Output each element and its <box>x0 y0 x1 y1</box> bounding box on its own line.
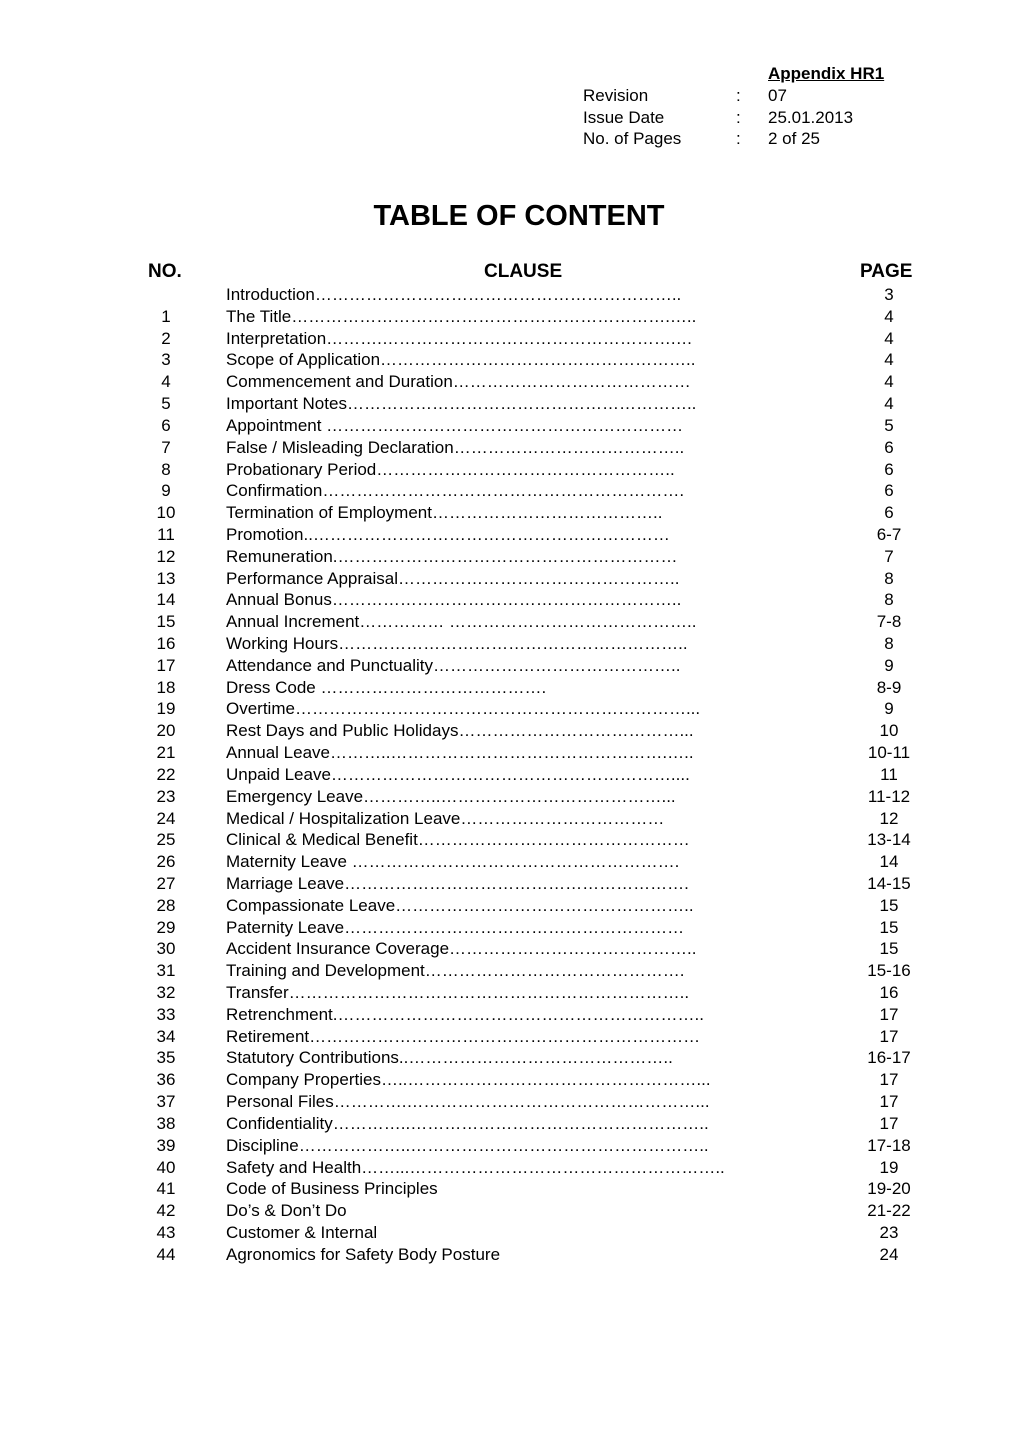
toc-row-number: 15 <box>156 612 176 632</box>
toc-row-number: 38 <box>156 1113 176 1133</box>
toc-row-clause: Annual Increment…………… …………………………………….. <box>226 612 697 632</box>
toc-row-page: 8-9 <box>876 677 902 697</box>
toc-row <box>0 480 1024 502</box>
appendix-label: Appendix HR1 <box>768 64 885 83</box>
toc-row-clause: Clinical & Medical Benefit………………………………………… <box>226 830 690 850</box>
toc-row-number: 41 <box>156 1179 176 1199</box>
toc-row-number: 5 <box>161 394 171 414</box>
toc-row-number: 23 <box>156 786 176 806</box>
toc-row-number: 40 <box>156 1157 176 1177</box>
toc-row-page: 3 <box>884 285 894 304</box>
toc-row-number: 39 <box>156 1135 176 1155</box>
toc-row-page: 4 <box>884 372 894 392</box>
revision-colon: : <box>736 86 741 105</box>
toc-row-number: 44 <box>156 1244 176 1264</box>
toc-row-page: 6 <box>884 437 894 457</box>
issue-date-value: 25.01.2013 <box>768 107 854 127</box>
toc-row-clause: Maternity Leave …………………………………………………. <box>226 852 680 872</box>
toc-row-clause: Attendance and Punctuality…………………………………….. <box>226 655 681 675</box>
toc-row <box>0 655 1024 677</box>
toc-row-number: 21 <box>156 743 176 763</box>
toc-row <box>0 917 1024 939</box>
toc-row-clause: Remuneration.…………………………………………………… <box>226 546 678 566</box>
toc-row <box>0 720 1024 742</box>
toc-row-clause: Company Properties…..……………………………………………... <box>226 1070 711 1090</box>
toc-row-page: 17 <box>879 1004 899 1024</box>
toc-row-number: 7 <box>161 437 171 457</box>
toc-row-clause: Scope of Application……………………………………………….. <box>226 350 696 370</box>
toc-row-number: 3 <box>161 350 171 370</box>
toc-row-clause: Marriage Leave……………………………………………………. <box>226 873 689 893</box>
toc-row-page: 13-14 <box>867 830 911 850</box>
toc-row <box>0 502 1024 524</box>
toc-row-clause: Appointment ……………………………………………………… <box>226 415 684 435</box>
toc-row <box>0 415 1024 437</box>
toc-row-number: 16 <box>156 634 176 653</box>
toc-row-number: 14 <box>156 590 176 610</box>
toc-row-page: 4 <box>884 350 894 370</box>
toc-row-number: 29 <box>156 917 176 937</box>
toc-row-clause: Training and Development………………………………………. <box>226 961 685 981</box>
toc-row <box>0 1004 1024 1026</box>
toc-row-clause: Annual Leave………..………………………………………….….. <box>226 743 694 763</box>
page-title: TABLE OF CONTENT <box>373 200 665 232</box>
toc-row <box>0 306 1024 328</box>
toc-row-page: 4 <box>884 394 894 414</box>
toc-row-clause: Transfer…………………………………………………………….. <box>226 983 690 1002</box>
toc-row-page: 7 <box>884 546 894 566</box>
toc-row <box>0 1069 1024 1091</box>
toc-row-number: 9 <box>161 481 171 501</box>
toc-row <box>0 1026 1024 1048</box>
toc-row-page: 16-17 <box>867 1048 911 1068</box>
toc-row-clause: Important Notes…………………………………………………….. <box>226 394 697 414</box>
toc-row-page: 19-20 <box>867 1179 911 1199</box>
toc-row-number: 4 <box>161 372 171 392</box>
toc-row <box>0 1222 1024 1244</box>
toc-row-number: 27 <box>156 873 176 893</box>
toc-row <box>0 786 1024 808</box>
toc-row-page: 8 <box>884 568 894 588</box>
toc-row <box>0 371 1024 393</box>
toc-row-page: 6 <box>884 481 894 501</box>
column-header-no: NO. <box>148 261 182 282</box>
toc-row <box>0 611 1024 633</box>
toc-row-page: 23 <box>879 1222 899 1242</box>
toc-row-page: 11 <box>880 764 898 784</box>
toc-row-clause: Introduction……………………………………………………….. <box>226 285 682 304</box>
toc-row-number: 17 <box>156 655 176 675</box>
toc-row-number: 43 <box>156 1222 176 1242</box>
toc-row <box>0 873 1024 895</box>
toc-row <box>0 568 1024 590</box>
toc-row-clause: Agronomics for Safety Body Posture <box>226 1244 501 1264</box>
toc-row-number: 18 <box>156 677 176 697</box>
toc-row <box>0 1091 1024 1113</box>
toc-row-number: 12 <box>156 546 176 566</box>
toc-row <box>0 328 1024 350</box>
toc-row <box>0 829 1024 851</box>
toc-row-clause: Discipline………………..…………………………………………….. <box>226 1135 709 1155</box>
revision-label: Revision <box>583 86 649 105</box>
toc-row-page: 17 <box>879 1070 899 1090</box>
toc-row-page: 9 <box>884 655 894 675</box>
toc-row-clause: Confirmation………………………………………………………. <box>226 481 685 501</box>
pages-colon: : <box>736 129 741 148</box>
toc-row-clause: Performance Appraisal………………………………………….. <box>226 568 680 588</box>
toc-row <box>0 808 1024 830</box>
toc-row <box>0 1047 1024 1069</box>
toc-row <box>0 698 1024 720</box>
toc-row <box>0 1178 1024 1200</box>
toc-row-page: 4 <box>884 306 894 326</box>
column-header-clause: CLAUSE <box>484 261 563 282</box>
toc-row-page: 17 <box>879 1026 899 1046</box>
toc-row-number: 1 <box>161 306 171 326</box>
toc-row-page: 15 <box>879 939 899 959</box>
toc-row-clause: Overtime……………………………………………………………... <box>226 699 701 719</box>
toc-row <box>0 633 1024 655</box>
toc-row-number: 11 <box>157 524 175 544</box>
toc-row-clause: Statutory Contributions..……………………………………….. <box>226 1048 673 1068</box>
toc-row-number: 25 <box>156 830 176 850</box>
toc-row-number: 19 <box>156 699 176 719</box>
toc-row-clause: Termination of Employment………………………………….. <box>226 503 663 523</box>
toc-row-clause: Working Hours…………………………………………………….. <box>226 634 688 653</box>
toc-row-page: 12 <box>879 808 899 828</box>
toc-row-clause: Retrenchment.……………………………………………………….. <box>226 1004 704 1024</box>
toc-row-clause: False / Misleading Declaration………………………………….. <box>226 437 685 457</box>
toc-row-number: 32 <box>156 983 176 1002</box>
toc-row-page: 8 <box>884 590 894 610</box>
toc-row-page: 17 <box>879 1113 899 1133</box>
toc-row-clause: Accident Insurance Coverage…………………………………….. <box>226 939 697 959</box>
toc-row-clause: Code of Business Principles <box>226 1179 438 1199</box>
toc-row-page: 6-7 <box>876 524 902 544</box>
toc-row-number: 8 <box>161 459 171 479</box>
toc-row-page: 21-22 <box>867 1201 911 1221</box>
toc-row-clause: Retirement…………………………………………………………… <box>226 1026 701 1046</box>
toc-row-clause: Customer & Internal <box>226 1222 378 1242</box>
toc-row <box>0 1200 1024 1222</box>
toc-row-page: 15 <box>879 917 899 937</box>
toc-row <box>0 546 1024 568</box>
toc-row <box>0 589 1024 611</box>
toc-row-clause: Emergency Leave…………..…………………………………... <box>226 786 676 806</box>
toc-row-page: 14 <box>879 852 899 872</box>
toc-row-clause: Personal Files………….……………………………………………... <box>226 1092 710 1112</box>
column-header-page: PAGE <box>860 261 913 282</box>
toc-row <box>0 1113 1024 1135</box>
toc-row-clause: Annual Bonus…………………………………………………….. <box>226 590 682 610</box>
toc-row-number: 36 <box>156 1070 176 1090</box>
toc-row-page: 15-16 <box>867 961 911 981</box>
toc-row-clause: Medical / Hospitalization Leave……………………………… <box>226 808 665 828</box>
toc-row-page: 19 <box>879 1157 899 1177</box>
toc-row-clause: Interpretation……….…………………………………………….… <box>226 328 693 348</box>
toc-row-page: 14-15 <box>867 873 911 893</box>
toc-row-page: 6 <box>884 459 894 479</box>
toc-row-clause: The Title………………………………………………………….….. <box>226 306 697 326</box>
toc-row <box>0 524 1024 546</box>
toc-row-clause: Paternity Leave…………………………………………………… <box>226 917 685 937</box>
toc-row-number: 10 <box>156 503 176 523</box>
toc-row <box>0 764 1024 786</box>
toc-row <box>0 851 1024 873</box>
toc-row-number: 24 <box>156 808 176 828</box>
toc-row <box>0 938 1024 960</box>
toc-row-clause: Compassionate Leave…………………………………………….. <box>226 895 694 915</box>
toc-row <box>0 1244 1024 1266</box>
toc-row-page: 16 <box>879 983 899 1002</box>
toc-row-page: 9 <box>884 699 894 719</box>
toc-row-page: 24 <box>879 1244 899 1264</box>
toc-row <box>0 895 1024 917</box>
toc-row-number: 33 <box>156 1004 176 1024</box>
toc-row-clause: Promotion..……………………………………………………… <box>226 524 670 544</box>
toc-row-clause: Probationary Period…………………………………………….. <box>226 459 675 479</box>
toc-row-number: 6 <box>161 415 171 435</box>
toc-row <box>0 393 1024 415</box>
pages-value: 2 of 25 <box>768 129 820 148</box>
toc-row <box>0 437 1024 459</box>
toc-row-page: 10-11 <box>867 743 911 763</box>
toc-row-page: 4 <box>884 328 894 348</box>
toc-row-page: 11-12 <box>867 786 911 806</box>
issue-date-colon: : <box>736 107 741 127</box>
toc-row-page: 6 <box>884 503 894 523</box>
toc-row <box>0 982 1024 1004</box>
toc-row-number: 42 <box>156 1201 176 1221</box>
toc-row-clause: Unpaid Leave…………………………………………………….... <box>226 764 690 784</box>
toc-row-clause: Commencement and Duration…………………………………… <box>226 372 691 392</box>
toc-row <box>0 1135 1024 1157</box>
toc-list <box>0 284 1024 1266</box>
toc-row-number: 13 <box>156 568 176 588</box>
toc-row-number: 28 <box>156 895 176 915</box>
toc-row-page: 7-8 <box>876 612 902 632</box>
toc-row <box>0 1157 1024 1179</box>
revision-value: 07 <box>768 86 787 105</box>
toc-row-page: 8 <box>884 634 894 653</box>
pages-label: No. of Pages <box>583 129 682 148</box>
toc-row-number: 35 <box>156 1048 176 1068</box>
toc-row <box>0 349 1024 371</box>
toc-row-page: 17 <box>879 1092 899 1112</box>
toc-row-clause: Dress Code …………………………………. <box>226 677 547 697</box>
toc-row-number: 34 <box>156 1026 176 1046</box>
toc-row-number: 20 <box>156 721 176 741</box>
toc-row-page: 15 <box>879 895 899 915</box>
toc-row-clause: Safety and Health……...……………………………………………….. <box>226 1157 725 1177</box>
toc-row <box>0 960 1024 982</box>
toc-row <box>0 742 1024 764</box>
toc-row-page: 5 <box>884 415 894 435</box>
toc-row-number: 37 <box>156 1092 176 1112</box>
toc-row-clause: Rest Days and Public Holidays…………………………………... <box>226 721 694 741</box>
issue-date-label: Issue Date <box>583 107 665 127</box>
toc-row-number: 26 <box>156 852 176 872</box>
toc-row <box>0 459 1024 481</box>
toc-row-number: 30 <box>156 939 176 959</box>
toc-row-number: 2 <box>161 328 171 348</box>
toc-row-clause: Confidentiality…………..…………………………………………….. <box>226 1113 709 1133</box>
toc-row-page: 17-18 <box>867 1135 911 1155</box>
toc-row-clause: Do’s & Don’t Do <box>226 1201 347 1221</box>
toc-row <box>0 284 1024 306</box>
toc-row <box>0 677 1024 699</box>
toc-row-page: 10 <box>879 721 899 741</box>
toc-row-number: 31 <box>156 961 176 981</box>
toc-row-number: 22 <box>156 764 176 784</box>
